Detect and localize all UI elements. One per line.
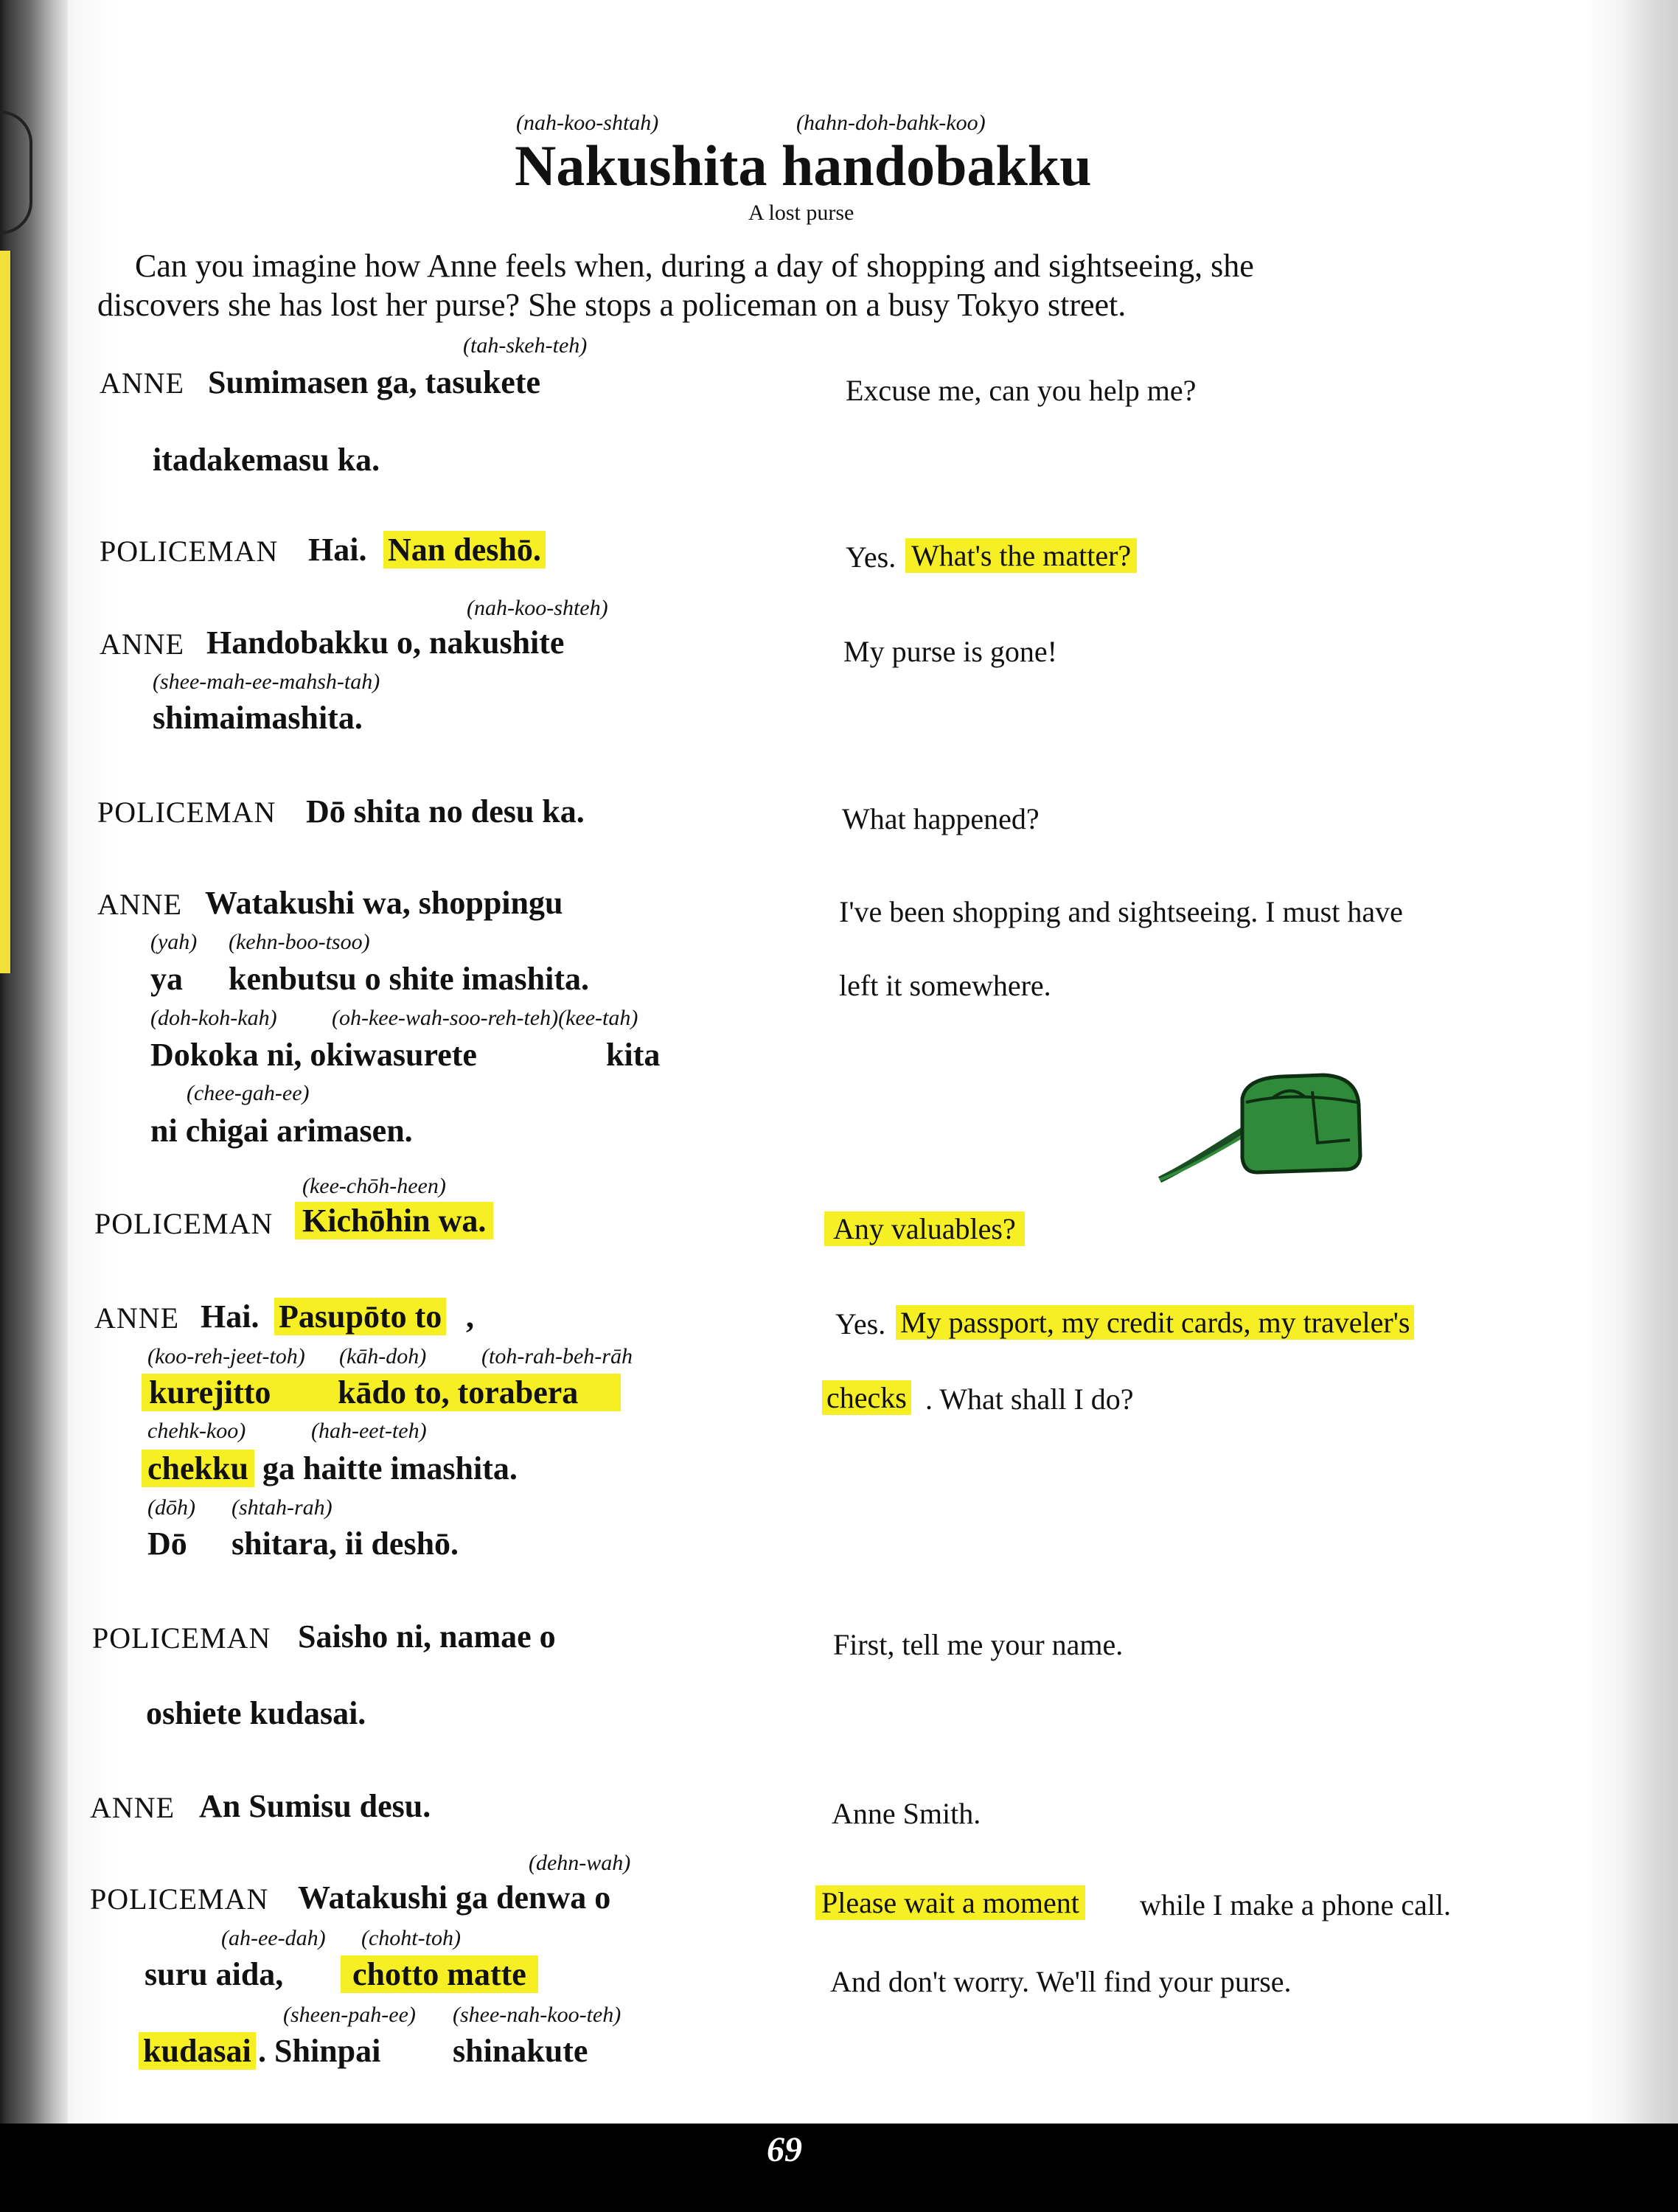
highlighted-phrase: chotto matte [341, 1955, 538, 1993]
english-translation: Excuse me, can you help me? [846, 374, 1197, 407]
pronunciation: (hah-eet-teh) [311, 1419, 427, 1443]
scan-bottom-border [0, 2124, 1678, 2212]
pronunciation: (chee-gah-ee) [187, 1081, 310, 1105]
japanese-line: Hai. [201, 1298, 260, 1335]
highlighted-translation: My passport, my credit cards, my traveler's [896, 1305, 1414, 1340]
speaker-label: POLICEMAN [90, 1882, 269, 1916]
english-translation: while I make a phone call. [1140, 1888, 1452, 1921]
japanese-line: , [466, 1298, 474, 1335]
title-translation: A lost purse [748, 201, 854, 225]
japanese-line: Handobakku o, nakushite [206, 625, 565, 661]
english-translation: First, tell me your name. [833, 1628, 1124, 1661]
highlighted-translation: checks [822, 1380, 911, 1415]
speaker-label: POLICEMAN [100, 535, 279, 568]
japanese-line: kita [606, 1037, 661, 1073]
japanese-line: Dō shita no desu ka. [306, 793, 585, 830]
pronunciation: (shee-nah-koo-teh) [453, 2003, 622, 2027]
pronunciation: chehk-koo) [147, 1419, 246, 1443]
speaker-label: POLICEMAN [97, 796, 276, 829]
japanese-line: shitara, ii deshō. [231, 1526, 459, 1562]
title-pronunciation-1: (nah-koo-shtah) [516, 111, 659, 135]
green-purse-icon [1154, 1069, 1375, 1202]
highlighted-phrase: kurejitto [142, 1374, 621, 1411]
speaker-label: ANNE [100, 627, 185, 661]
pronunciation: (ah-ee-dah) [221, 1926, 326, 1950]
pronunciation: (toh-rah-beh-rāh [481, 1344, 633, 1368]
japanese-line: Watakushi wa, shoppingu [205, 885, 563, 921]
japanese-line: An Sumisu desu. [199, 1788, 431, 1824]
pronunciation: (yah) [150, 930, 198, 954]
japanese-line: ni chigai arimasen. [150, 1113, 413, 1149]
english-translation: I've been shopping and sightseeing. I must have [839, 895, 1403, 928]
japanese-line: suru aida, [145, 1956, 284, 1992]
previous-page-graphic [0, 111, 32, 234]
intro-line-2: discovers she has lost her purse? She stops a policeman on a busy Tokyo street. [97, 287, 1127, 323]
pronunciation: (kee-chōh-heen) [302, 1174, 446, 1198]
speaker-label: ANNE [94, 1301, 180, 1335]
speaker-label: POLICEMAN [94, 1207, 274, 1240]
english-translation: Yes. [835, 1307, 886, 1340]
pronunciation: (tah-skeh-teh) [463, 333, 588, 358]
english-translation: . What shall I do? [925, 1382, 1134, 1416]
previous-page-edge [0, 251, 12, 973]
pronunciation: (nah-koo-shteh) [467, 596, 608, 620]
highlighted-translation: Please wait a moment [815, 1885, 1085, 1920]
highlighted-phrase: kudasai [139, 2032, 256, 2070]
pronunciation: (oh-kee-wah-soo-reh-teh)(kee-tah) [332, 1006, 638, 1030]
japanese-line: shimaimashita. [153, 700, 363, 736]
japanese-line: oshiete kudasai. [146, 1695, 366, 1731]
english-translation: My purse is gone! [843, 635, 1057, 668]
page-title: Nakushita handobakku [515, 133, 1092, 198]
english-translation: What happened? [842, 802, 1040, 835]
japanese-line: shinakute [453, 2033, 588, 2069]
highlighted-phrase: kādo to, torabera [338, 1374, 579, 1411]
pronunciation: (shtah-rah) [231, 1495, 333, 1520]
english-translation: And don't worry. We'll find your purse. [830, 1965, 1292, 1998]
highlighted-phrase: Kichōhin wa. [295, 1202, 493, 1239]
highlighted-translation: Any valuables? [824, 1211, 1025, 1246]
speaker-label: ANNE [90, 1791, 175, 1824]
japanese-line: . Shinpai [258, 2033, 381, 2069]
speaker-label: ANNE [97, 888, 183, 921]
page-number: 69 [767, 2130, 802, 2169]
english-translation: Anne Smith. [832, 1797, 981, 1830]
japanese-line: Saisho ni, namae o [298, 1618, 556, 1655]
pronunciation: (kehn-boo-tsoo) [229, 930, 370, 954]
japanese-line: itadakemasu ka. [153, 442, 380, 478]
japanese-line: Hai. [308, 532, 367, 568]
highlighted-phrase: Nan deshō. [383, 531, 546, 568]
pronunciation: (shee-mah-ee-mahsh-tah) [153, 669, 380, 694]
intro-line-1: Can you imagine how Anne feels when, during a day of shopping and sightseeing, she [135, 248, 1254, 284]
pronunciation: (sheen-pah-ee) [283, 2003, 416, 2027]
pronunciation: (choht-toh) [361, 1926, 461, 1950]
highlighted-phrase: chekku [142, 1450, 254, 1487]
english-translation: left it somewhere. [839, 969, 1051, 1002]
speaker-label: POLICEMAN [92, 1621, 271, 1655]
pronunciation: (dōh) [147, 1495, 195, 1520]
japanese-line: Dokoka ni, okiwasurete [150, 1037, 477, 1073]
highlighted-translation: What's the matter? [905, 538, 1137, 573]
pronunciation: (dehn-wah) [529, 1851, 631, 1875]
japanese-line: kenbutsu o shite imashita. [229, 961, 590, 997]
japanese-line: Watakushi ga denwa o [298, 1879, 611, 1916]
highlighted-phrase: Pasupōto to [274, 1298, 446, 1335]
english-translation: Yes. [846, 540, 897, 574]
speaker-label: ANNE [100, 366, 185, 400]
japanese-line: Sumimasen ga, tasukete [208, 364, 541, 400]
title-pronunciation-2: (hahn-doh-bahk-koo) [796, 111, 986, 135]
japanese-line: Dō [147, 1526, 187, 1562]
japanese-line: ga haitte imashita. [262, 1450, 518, 1486]
pronunciation: (koo-reh-jeet-toh) [147, 1344, 305, 1368]
japanese-line: ya [150, 961, 183, 997]
pronunciation: (kāh-doh) [339, 1344, 427, 1368]
pronunciation: (doh-koh-kah) [150, 1006, 277, 1030]
